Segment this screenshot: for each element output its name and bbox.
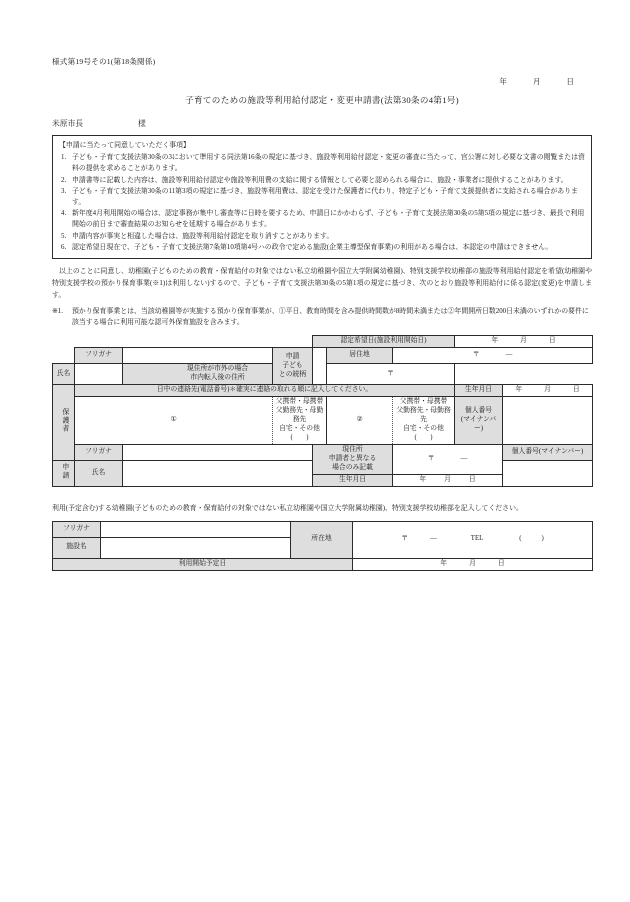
addressee-name: 米原市長 [52,119,84,128]
facility-location-label: 所在地 [291,521,353,558]
table-row-guardian-furigana [53,348,593,364]
guardian-furigana-label: フリガナ [75,348,123,364]
consent-item: 新年度4月利用開始の場合は、認定事務が集中し審査等に日時を要するため、申請日にかかわらず、子ども・子育て支援法第30条の5第5項の規定に基づき、最長で利用開始の前日まで審査結果のお知らせを延期する場合があります。 [72,210,585,229]
table-row-desired-date [53,336,593,348]
guardian-birth-input[interactable]: 年 月 日 [503,385,593,397]
guardian-name-input[interactable] [75,364,123,385]
page-title: 子育てのための施設等利用給付認定・変更申請書(法第30条の4第1号) [185,95,459,105]
guardian-furigana-input[interactable] [123,348,273,364]
consent-title: 【申請に当たって同意していただく事項】 [59,142,190,149]
outside-address-label: 現住所が市外の場合 市内転入後の住所 [123,364,313,385]
desired-date-value[interactable]: 年 月 日 [455,336,593,348]
guardian-section-label: 保護者 [53,385,75,461]
facility-start-date-label: 利用開始予定日 [53,558,353,570]
child-mynumber-input[interactable] [503,460,593,486]
outside-address-input[interactable]: 〒 [327,364,455,385]
contact1-kind[interactable]: 父携帯・母携帯 父勤務先・母勤務先 自宅・その他( ) [273,397,327,445]
residence-input[interactable]: 〒 — [393,348,593,364]
date-day-label: 日 [566,77,574,86]
child-address-label: 現住所 申請者と異なる 場合のみ記載 [313,444,393,474]
footnote-1 [52,306,592,330]
date-month-label: 月 [532,77,541,86]
child-birth-label: 生年月日 [313,474,393,486]
relation-label: 申請 子ども との続柄 [273,348,313,385]
consent-item: 子ども・子育て支援法第30条の3において準用する同法第16条の規定に基づき、施設等利用給付認定・変更の審査に当たって、官公署に対し必要な文書の閲覧または資料の提供を求めることがあります。 [72,154,585,173]
guardian-name-label: 氏名 [53,364,75,385]
desired-date-label: 認定希望日(施設利用開始日) [313,336,455,348]
date-year-label: 年 [499,77,507,86]
facility-row-start-date [53,558,593,570]
contact1-input[interactable]: ① [75,397,273,445]
date-entry-line [52,76,592,87]
facility-location-input[interactable]: 〒 — TEL ( ) [353,521,593,558]
consent-item: 子ども・子育て支援法第30条の11第3項の規定に基づき、施設等利用費は、認定を受けた保護者に代わり、特定子ども・子育て支援提供者に支給される場合があります。 [72,187,578,206]
consent-list [59,152,585,253]
relation-input[interactable] [313,348,327,385]
child-address-input[interactable]: 〒 — [393,444,503,474]
contact2-kind[interactable]: 父携帯・母携帯 父勤務先・母勤務先 自宅・その他( ) [393,397,455,445]
consent-item: 申請書等に記載した内容は、施設等利用給付認定や施設等利用費の支給に関する情報として必要と認められる場合に、施設・事業者に提供することがあります。 [72,176,568,184]
facility-start-date-input[interactable]: 年 月 日 [353,558,593,570]
child-name-input[interactable] [123,460,313,486]
facility-table [52,521,593,571]
addressee-honorific: 様 [138,119,146,128]
consent-box [52,135,592,259]
guardian-mynumber-input[interactable] [503,397,593,445]
facility-row-furigana [53,521,593,537]
facility-furigana-label: フリガナ [53,521,101,537]
facility-lead-text: 利用(予定含む)する幼稚園(子どものための教育・保育給付の対象ではない私立幼稚園や国立大学附属幼稚園)、特別支援学校幼稚部を記入してください。 [52,504,523,512]
agreement-paragraph: 以上のことに同意し、幼稚園(子どものための教育・保育給付の対象ではない私立幼稚園や国立大学附属幼稚園)、特別支援学校幼稚部の施設等利用給付認定を希望(幼稚園や特別支援学校の預かり保育事業(※1)は利用しない)するので、子ども・子育て支援法第30条の5第1項の規定に基づき、次のとおり施設等利用給付に係る認定(変更)を申請します。 [52,267,592,299]
guardian-birth-label: 生年月日 [455,385,503,397]
residence-label: 居住地 [327,348,393,364]
child-section-label: 申請 [53,460,75,486]
contact-header-label: 日中の連絡先(電話番号)＊確実に連絡の取れる順に記入してください。 [75,385,455,397]
consent-item: 申請内容が事実と相違した場合は、施設等利用給付認定を取り消すことがあります。 [72,232,334,240]
facility-name-input[interactable] [101,537,291,558]
facility-furigana-input[interactable] [101,521,291,537]
contact2-input[interactable]: ② [327,397,393,445]
table-row-contacts [53,397,593,445]
child-mynumber-label: 個人番号(マイナンバー) [503,444,593,460]
child-birth-input[interactable]: 年 月 日 [393,474,503,486]
child-furigana-label: フリガナ [75,444,123,460]
table-row-child-furigana [53,444,593,460]
child-furigana-input[interactable] [123,444,313,460]
addressee-line [52,118,592,129]
applicant-table [52,335,593,487]
facility-name-label: 施設名 [53,537,101,558]
table-row-contact-header [53,385,593,397]
form-number: 様式第19号その1(第18条関係) [52,57,156,66]
footnote-marker: ※1. [52,307,63,315]
guardian-mynumber-label: 個人番号 (マイナンバー) [455,397,503,445]
child-name-label: 氏名 [75,460,123,486]
footnote-text: 預かり保育事業とは、当該幼稚園等が実施する預かり保育事業が、①平日、教育時間を含み提供時間数が8時間未満または②年間開所日数200日未満のいずれかの要件に該当する場合に利用可能な認可外保育施設を含みます。 [72,307,589,327]
consent-item: 認定希望日現在で、子ども・子育て支援法第7条第10項第4号ハの政令で定める施設(企業主導型保育事業)の利用がある場合は、本認定の申請はできません。 [72,243,553,251]
